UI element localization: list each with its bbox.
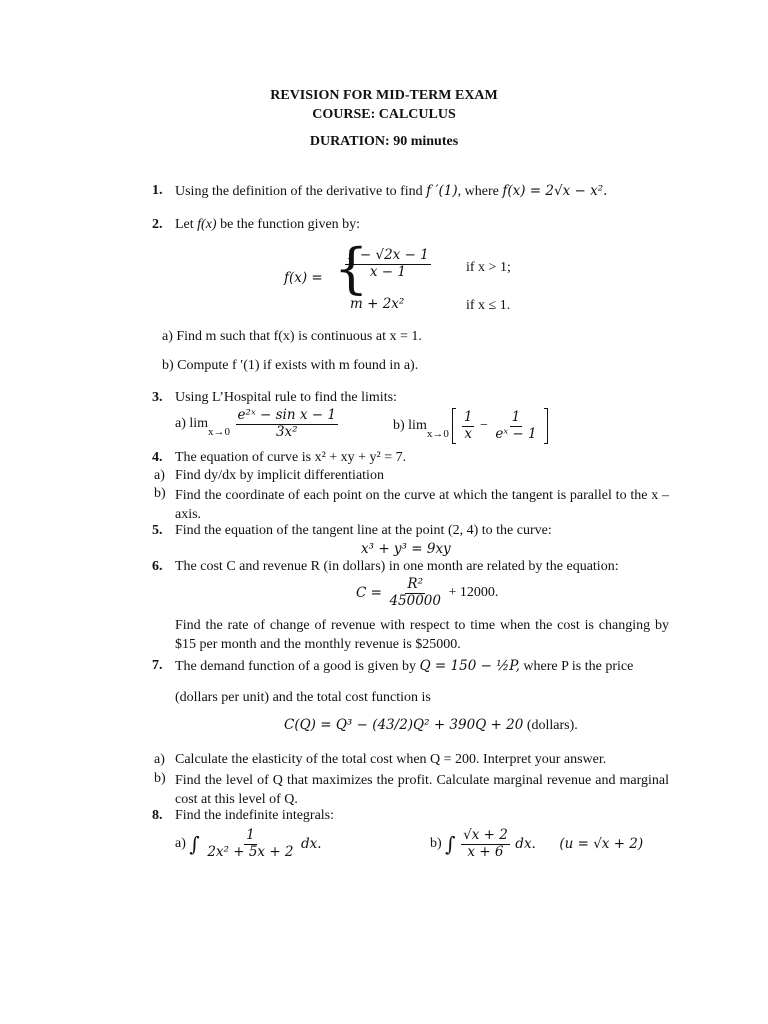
q1-formula: f(x) = 2√x − x². (502, 183, 608, 199)
q2-case2-cond: if x ≤ 1. (466, 298, 511, 313)
q4-b-text: Find the coordinate of each point on the curve at which the tangent is parallel to the x – axis. (175, 488, 669, 522)
q2-case1-den: x − 1 (369, 263, 406, 280)
q6-paragraph: Find the rate of change of revenue with respect to time when the cost is changing by $15 per month and the monthly revenue is $25000. (175, 618, 669, 652)
q3-number: 3. (152, 390, 163, 405)
q4-b-label: b) (154, 486, 166, 501)
q6-number: 6. (152, 559, 163, 574)
q8-b-den: x + 6 (467, 843, 504, 860)
q7-text (175, 658, 633, 675)
q7-line2: (dollars per unit) and the total cost function is (175, 690, 431, 705)
q8-b-label: b) (430, 836, 442, 852)
q7-cost-formula: C(Q) = Q³ − (43/2)Q² + 390Q + 20 (284, 717, 524, 733)
q3-a-num: e²ˣ − sin x − 1 (237, 407, 336, 423)
q7-b-label: b) (154, 771, 166, 786)
q5-equation: x³ + y³ = 9xy (361, 541, 451, 557)
q8-part-b (430, 828, 643, 860)
q3-a-den: 3x² (275, 423, 298, 440)
q2-case1-cond: if x > 1; (466, 260, 511, 275)
q2-fx: f(x) (197, 217, 217, 232)
q7-cost (284, 717, 578, 734)
q3-b-bracket-left (452, 408, 456, 444)
q8-a-num: 1 (246, 827, 255, 843)
q1-text (175, 183, 607, 200)
q2-text-a: Let (175, 217, 198, 232)
q8-b-dx: dx. (515, 836, 536, 853)
q1-label: Using the definition of the derivative to find (175, 184, 423, 199)
q2-number: 2. (152, 217, 163, 232)
q3-a-sub: x→0 (208, 426, 231, 439)
q3-b-f2-num: 1 (511, 408, 521, 425)
q4-a-text: Find dy/dx by implicit differentiation (175, 468, 384, 483)
q2-text (175, 217, 360, 233)
q2-brace: { (334, 237, 369, 300)
q3-b-bracket-right (544, 408, 548, 444)
title-duration: DURATION: 90 minutes (309, 134, 459, 149)
q3-a-lim: a) lim (175, 416, 209, 432)
q4-number: 4. (152, 450, 163, 465)
q2-text-b: be the function given by: (216, 217, 361, 232)
title-course: COURSE: CALCULUS (312, 107, 456, 122)
q6-eq-rest: + 12000. (448, 585, 499, 601)
q8-a-den: 2x² + 5x + 2 (207, 843, 294, 860)
q7-a-label: a) (154, 752, 165, 767)
q1-fprime: f ′(1) (426, 183, 458, 199)
q7-demand: Q = 150 − ½P, (419, 658, 520, 674)
q4-a-label: a) (154, 468, 165, 483)
q3-b-sub: x→0 (426, 428, 449, 441)
q1-where: , where (457, 184, 499, 199)
q8-part-a (175, 828, 322, 860)
q5-text: Find the equation of the tangent line at the point (2, 4) to the curve: (175, 523, 552, 538)
q3-b-lim: b) lim (393, 418, 427, 433)
q8-a-integral-sign: ∫ (189, 832, 200, 857)
q6-text: The cost C and revenue R (in dollars) in one month are related by the equation: (175, 559, 619, 574)
q7-number: 7. (152, 658, 163, 673)
q3-part-a (175, 408, 340, 440)
q8-a-dx: dx. (301, 836, 322, 853)
q8-a-label: a) (175, 836, 186, 852)
q7-text2: where P is the price (523, 659, 634, 674)
q4-text: The equation of curve is x² + xy + y² = 7. (175, 450, 407, 465)
q2-case1-num: 1 − √2x − 1 (347, 247, 429, 263)
q8-b-integral-sign: ∫ (445, 832, 456, 857)
q2-case2: m + 2x² (350, 296, 405, 312)
q6-eq-lhs: C = (356, 585, 382, 602)
q6-eq-num: R² (407, 576, 423, 592)
q7-cost-unit: (dollars). (526, 718, 578, 733)
q7-label: The demand function of a good is given by (175, 659, 417, 674)
q2-part-a: a) Find m such that f(x) is continuous at x = 1. (162, 329, 422, 344)
q8-number: 8. (152, 808, 163, 823)
q8-b-num: √x + 2 (463, 827, 508, 843)
q3-b-f1-den: x (464, 425, 472, 442)
q7-b-text: Find the level of Q that maximizes the profit. Calculate marginal revenue and marginal cost at this level of Q. (175, 773, 669, 807)
q3-b-minus: − (479, 418, 488, 433)
q2-case1-frac (343, 248, 433, 280)
title-revision: REVISION FOR MID-TERM EXAM (270, 88, 498, 103)
q3-part-b (393, 408, 548, 444)
q8-text: Find the indefinite integrals: (175, 808, 335, 823)
q7-a-text: Calculate the elasticity of the total cost when Q = 200. Interpret your answer. (175, 752, 607, 767)
q1-number: 1. (152, 183, 163, 198)
q5-number: 5. (152, 523, 163, 538)
q6-eq-den: 450000 (389, 592, 441, 609)
q3-b-f1-num: 1 (463, 408, 473, 425)
q6-equation (356, 577, 498, 609)
q3-b-f2-den: eˣ − 1 (495, 425, 537, 442)
q3-text: Using L’Hospital rule to find the limits: (175, 390, 397, 405)
q2-lhs: f(x) = (284, 270, 323, 286)
q8-b-substitution: (u = √x + 2) (559, 836, 644, 853)
q2-part-b: b) Compute f ′(1) if exists with m found in a). (162, 358, 419, 373)
